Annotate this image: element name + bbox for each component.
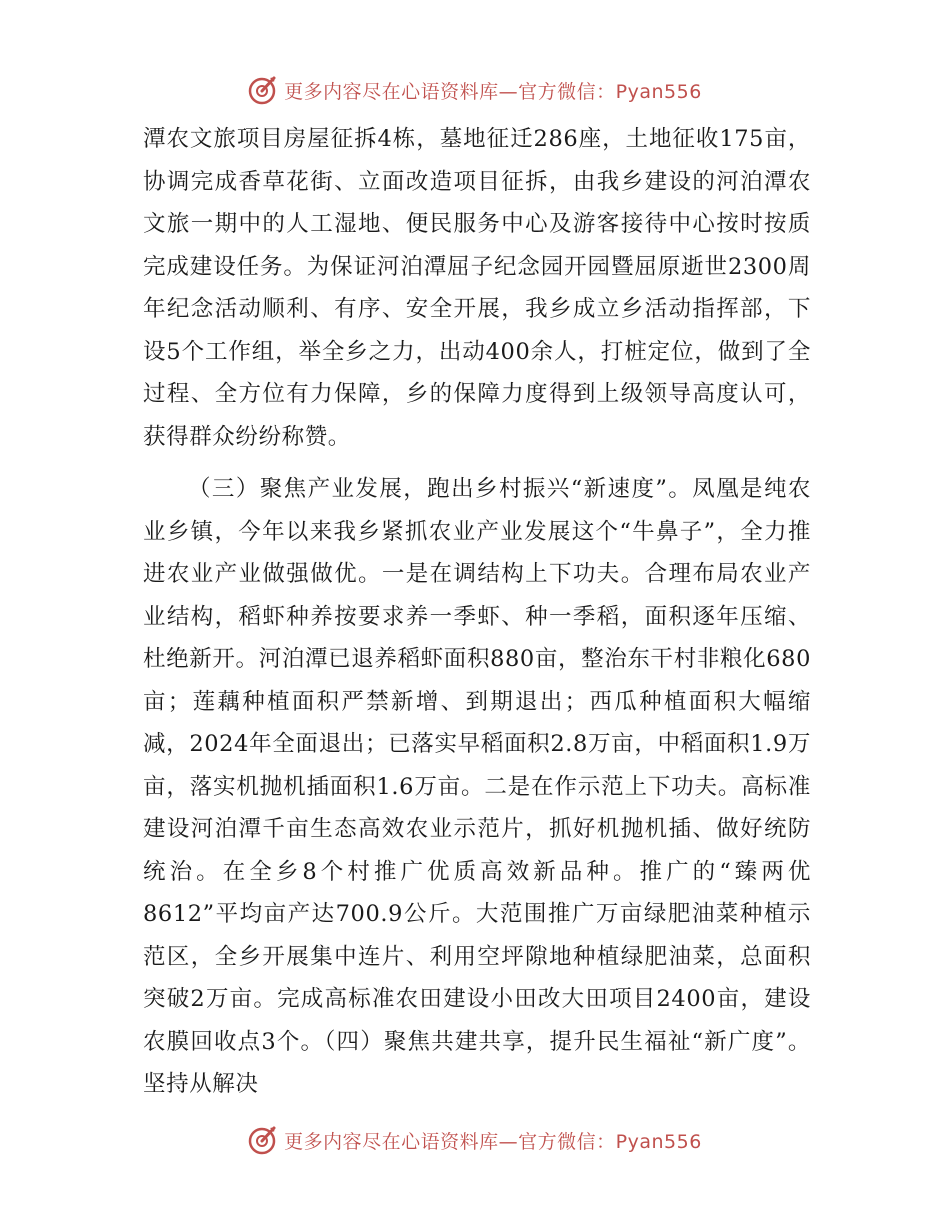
footer-watermark	[0, 1120, 950, 1160]
paragraph-1: 潭农文旅项目房屋征拆4栋，墓地征迁286座，土地征收175亩，协调完成香草花街、立面改造项目征拆，由我乡建设的河泊潭农文旅一期中的人工湿地、便民服务中心及游客接待中心按时按质完成建设任务。为保证河泊潭屈子纪念园开园暨屈原逝世2300周年纪念活动顺利、有序、安全开展，我乡成立乡活动指挥部，下设5个工作组，举全乡之力，出动400余人，打桩定位，做到了全过程、全方位有力保障，乡的保障力度得到上级领导高度认可，获得群众纷纷称赞。	[143, 126, 811, 450]
watermark-logo-icon	[248, 75, 278, 105]
watermark-text: 更多内容尽在心语资料库—官方微信：Pyan556	[284, 80, 702, 103]
watermark-text: 更多内容尽在心语资料库—官方微信：Pyan556	[284, 1130, 702, 1153]
header-watermark	[0, 70, 950, 110]
document-body	[143, 118, 811, 1106]
watermark-logo-icon	[248, 1125, 278, 1155]
paragraph-2: （三）聚焦产业发展，跑出乡村振兴“新速度”。凤凰是纯农业乡镇，今年以来我乡紧抓农业产业发展这个“牛鼻子”，全力推进农业产业做强做优。一是在调结构上下功夫。合理布局农业产业结构，稻虾种养按要求养一季虾、种一季稻，面积逐年压缩、杜绝新开。河泊潭已退养稻虾面积880亩，整治东干村非粮化680亩；莲藕种植面积严禁新增、到期退出；西瓜种植面积大幅缩减，2024年全面退出；已落实早稻面积2.8万亩，中稻面积1.9万亩，落实机抛机插面积1.6万亩。二是在作示范上下功夫。高标准建设河泊潭千亩生态高效农业示范片，抓好机抛机插、做好统防统治。在全乡8个村推广优质高效新品种。推广的“臻两优8612”平均亩产达700.9公斤。大范围推广万亩绿肥油菜种植示范区，全乡开展集中连片、利用空坪隙地种植绿肥油菜，总面积突破2万亩。完成高标准农田建设小田改大田项目2400亩，建设农膜回收点3个。（四）聚焦共建共享，提升民生福祉“新广度”。坚持从解决	[143, 476, 811, 1097]
